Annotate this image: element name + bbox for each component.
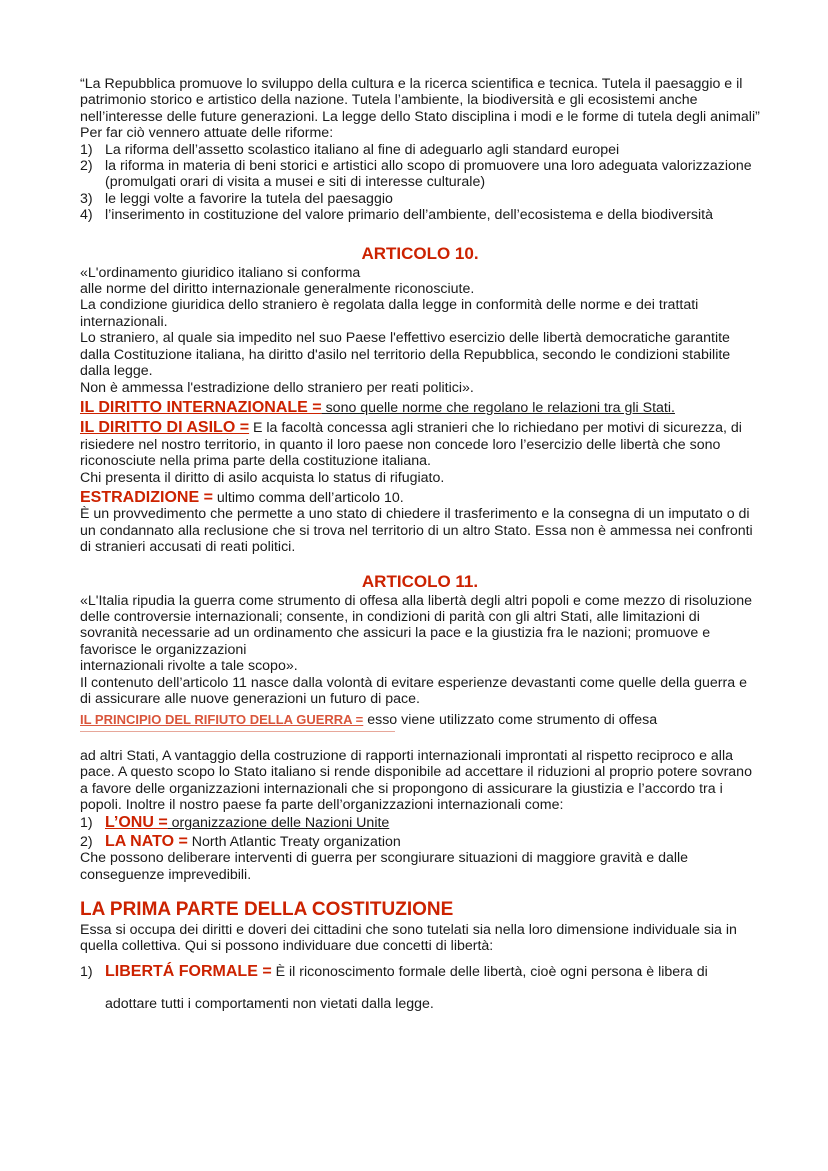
org-term: L’ONU = <box>105 814 168 832</box>
section-title: LA PRIMA PARTE DELLA COSTITUZIONE <box>80 899 454 921</box>
definition-term: IL PRINCIPIO DEL RIFIUTO DELLA GUERRA = <box>80 712 364 728</box>
definition-estradizione <box>80 490 760 506</box>
list-item <box>80 834 760 850</box>
definition-term: IL DIRITTO DI ASILO = <box>80 419 250 437</box>
prima-parte-section <box>80 899 760 1012</box>
list-number: 3) <box>80 190 93 207</box>
article-11-line: «L'Italia ripudia la guerra come strumento di offesa alla libertà degli altri popoli e come mezzo di risoluzione delle controversie internazionali; consente, in condizioni di parità con gli altri Stati, alle limitazioni di sovranità necessarie ad un ordinamento che assicuri la pace e la giustizia fra le nazioni; promuove e favorisce le organizzazioni <box>80 592 752 658</box>
article-10-heading: ARTICOLO 10. <box>361 243 479 263</box>
article-11-section <box>80 572 760 884</box>
article-10-line: Non è ammessa l'estradizione dello straniero per reati politici». <box>80 379 474 396</box>
definition-term: LIBERTÁ FORMALE = <box>105 962 272 980</box>
rifugiato-note: Chi presenta il diritto di asilo acquista lo status di rifugiato. <box>80 469 445 486</box>
definition-text: È il riconoscimento formale delle libertà, cioè ogni persona è libera di <box>271 963 708 980</box>
document-page <box>80 76 760 1012</box>
reforms-list <box>80 142 760 224</box>
definition-text-continued: adottare tutti i comportamenti non vietati dalla legge. <box>105 995 434 1012</box>
org-text: North Atlantic Treaty organization <box>187 833 401 850</box>
definition-rifiuto-guerra <box>80 712 760 728</box>
definition-diritto-asilo <box>80 420 760 469</box>
divider <box>80 731 395 732</box>
principio-continuation: ad altri Stati, A vantaggio della costruzione di rapporti internazionali improntati al rispetto reciproco e alla pace. A questo scopo lo Stato italiano si rende disponibile ad accettare il riduzioni al proprio potere sovrano a favore delle organizzazioni internazionali che si propongono di assicurare la giustizia e l’accordo tra i popoli. Inoltre il nostro paese fa parte dell’organizzazioni internazionali come: <box>80 747 752 814</box>
list-text: la riforma in materia di beni storici e artistici allo scopo di promuovere una loro adeguata valorizzazione (promulgati orari di visita a musei e siti di interesse culturale) <box>105 158 752 191</box>
list-item <box>80 142 760 158</box>
article-10-section <box>80 244 760 556</box>
definition-text: sono quelle norme che regolano le relazioni tra gli Stati. <box>321 399 675 416</box>
intro-section <box>80 76 760 224</box>
definition-text: E la facoltà concessa agli stranieri che lo richiedano per motivi di sicurezza, di risiedere nel nostro territorio, in quanto il loro paese non concede loro l’esercizio delle libertà che sono riconosciute nella prima parte della costituzione italiana. <box>80 420 742 470</box>
list-number: 1) <box>80 141 93 158</box>
article-10-line: Lo straniero, al quale sia impedito nel suo Paese l'effettivo esercizio delle libertà democratiche garantite dalla Costituzione italiana, ha diritto d'asilo nel territorio della Repubblica, secondo le condizioni stabilite dalla legge. <box>80 330 731 380</box>
prima-parte-text: Essa si occupa dei diritti e doveri dei cittadini che sono tutelati sia nella loro dimensione individuale sia in quella collettiva. Qui si possono individuare due concetti di libertà: <box>80 922 737 955</box>
list-number: 4) <box>80 207 93 224</box>
list-item <box>80 962 760 1012</box>
article-11-line: Il contenuto dell’articolo 11 nasce dalla volontà di evitare esperienze devastanti come quelle della guerra e di assicurare alle nuove generazioni un futuro di pace. <box>80 674 747 707</box>
list-item <box>80 207 760 223</box>
definition-text: esso viene utilizzato come strumento di offesa <box>363 712 658 729</box>
definition-term: IL DIRITTO INTERNAZIONALE = <box>80 398 322 416</box>
list-text: La riforma dell’assetto scolastico italiano al fine di adeguarlo agli standard europei <box>105 141 620 158</box>
list-item <box>80 191 760 207</box>
libertà-formale-line <box>105 964 708 980</box>
article-10-line: «L'ordinamento giuridico italiano si conforma <box>80 264 361 281</box>
list-text: le leggi volte a favorire la tutela del paesaggio <box>105 190 393 207</box>
article-11-closing: Che possono deliberare interventi di guerra per scongiurare situazioni di maggiore gravità e dalle conseguenze imprevedibili. <box>80 850 689 883</box>
constitution-quote: “La Repubblica promuove lo sviluppo della cultura e la ricerca scientifica e tecnica. Tutela il paesaggio e il patrimonio storico e artistico della nazione. Tutela l’ambiente, la biodiversità e gli ecosistemi anche nell’interesse delle future generazioni. La legge dello Stato disciplina i modi e le forme di tutela degli animali” <box>80 76 760 125</box>
list-text: l’inserimento in costituzione del valore primario dell’ambiente, dell’ecosistema e della biodiversità <box>105 207 713 224</box>
article-10-line: alle norme del diritto internazionale generalmente riconosciute. <box>80 281 475 298</box>
list-number: 2) <box>80 158 93 175</box>
estradizione-text: È un provvedimento che permette a uno stato di chiedere il trasferimento e la consegna di un imputato o di un condannato alla reclusione che si trova nel territorio di un altro Stato. Essa non è ammessa nei confronti di stranieri accusati di reati politici. <box>80 506 753 556</box>
list-number: 1) <box>80 963 93 980</box>
list-item <box>80 158 760 191</box>
list-item <box>80 815 760 831</box>
definition-diritto-internazionale <box>80 400 760 416</box>
organizations-list <box>80 815 760 850</box>
list-number: 2) <box>80 833 93 850</box>
reforms-lead: Per far ciò vennero attuate delle riforme: <box>80 125 334 142</box>
org-term: LA NATO = <box>105 832 188 850</box>
org-text: organizzazione delle Nazioni Unite <box>167 815 390 832</box>
article-10-line: La condizione giuridica dello straniero è regolata dalla legge in conformità delle norme e dei trattati internazionali. <box>80 297 699 330</box>
list-number: 1) <box>80 815 93 832</box>
article-11-line: internazionali rivolte a tale scopo». <box>80 658 298 675</box>
definition-text: ultimo comma dell’articolo 10. <box>212 489 404 506</box>
article-11-heading: ARTICOLO 11. <box>361 571 479 591</box>
definition-term: ESTRADIZIONE = <box>80 488 213 506</box>
